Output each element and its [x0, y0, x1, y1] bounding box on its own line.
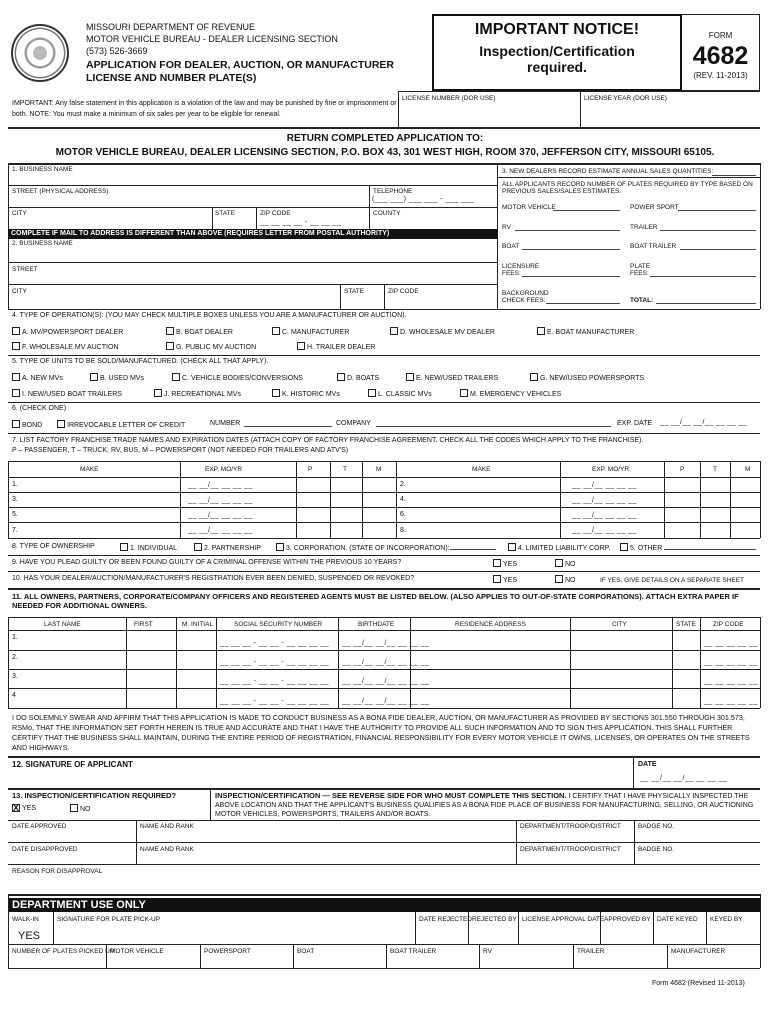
sales-estimate-title: 3. NEW DEALERS RECORD ESTIMATE ANNUAL SALES QUANTITIES: [502, 168, 714, 175]
return-to: RETURN COMPLETED APPLICATION TO: [286, 133, 484, 144]
own-4[interactable] [508, 543, 610, 553]
incorporation-state-input[interactable] [450, 542, 496, 550]
m-header-right: M [745, 466, 751, 473]
letter-checkbox[interactable] [57, 420, 65, 428]
plates-motor-vehicle-label: MOTOR VEHICLE [502, 204, 556, 211]
dept-use-bar: DEPARTMENT USE ONLY [8, 898, 760, 912]
owner-bd-1[interactable]: __ __/__ __/__ __ __ __ [342, 640, 430, 647]
own-4-checkbox[interactable] [508, 543, 516, 551]
franchise-row-5: 5. [12, 511, 18, 518]
unit-c-checkbox[interactable] [172, 373, 180, 381]
licensure-fees-label: FEES: [502, 270, 521, 277]
unit-m-checkbox[interactable] [460, 389, 468, 397]
op-g[interactable] [166, 342, 256, 352]
unit-d-checkbox[interactable] [337, 373, 345, 381]
unit-d[interactable] [337, 373, 379, 383]
badge-2-label: BADGE NO. [638, 846, 675, 853]
picked-mv-label: MOTOR VEHICLE [110, 948, 164, 955]
check-fees-input[interactable] [546, 296, 620, 304]
unit-m[interactable] [460, 389, 561, 399]
telephone-input[interactable]: (___ ___) ___ ___ - ___ ___ [372, 196, 475, 203]
return-address: MOTOR VEHICLE BUREAU, DEALER LICENSING SECTION, P.O. BOX 43, 301 WEST HIGH, ROOM 370, JEFFERSON CITY, MISSOURI 65105. [55, 147, 715, 158]
franchise-row-6: 6. [400, 511, 406, 518]
unit-l-label: L. CLASSIC MVs [378, 391, 432, 398]
unit-e-label: E. NEW/USED TRAILERS [416, 375, 499, 382]
unit-i[interactable] [12, 389, 122, 399]
owner-row-2: 2. [12, 654, 18, 661]
missouri-seal-icon [11, 24, 69, 82]
keyed-by-label: KEYED BY [710, 916, 743, 923]
plates-boat-trailer-label: BOAT TRAILER [630, 243, 677, 250]
total-input[interactable] [656, 296, 756, 304]
unit-b-label: B. USED MVs [100, 375, 144, 382]
zip-2-label: ZIP CODE [388, 288, 419, 295]
street-2-label: STREET [12, 266, 38, 273]
bond-company-label: COMPANY [336, 420, 371, 427]
state-1-label: STATE [215, 210, 235, 217]
unit-k-label: K. HISTORIC MVs [282, 391, 340, 398]
franchise-title: 7. LIST FACTORY FRANCHISE TRADE NAMES AND EXPIRATION DATES (ATTACH COPY OF FACTORY FRANCHISE AGREEMENT. CHECK ALL THE CODES WHICH APPLY TO THE FRANCHISE). [12, 437, 644, 444]
own-2-checkbox[interactable] [194, 543, 202, 551]
unit-j[interactable] [154, 389, 241, 399]
unit-g-label: G. NEW/USED POWERSPORTS [540, 375, 645, 382]
q10-yes-label: YES [503, 577, 518, 584]
op-b-checkbox[interactable] [166, 327, 174, 335]
inspection-certification-text [215, 791, 760, 819]
q9-text: 9. HAVE YOU PLEAD GUILTY OR BEEN FOUND GUILTY OF A CRIMINAL OFFENSE WITHIN THE PREVIOUS 10 YEARS? [12, 559, 402, 566]
plate-label: PLATE [630, 263, 651, 270]
plates-boat-label: BOAT [502, 243, 520, 250]
license-approval-label: LICENSE APPROVAL DATE [522, 916, 605, 923]
plates-rv-label: RV [502, 224, 511, 231]
op-g-checkbox[interactable] [166, 342, 174, 350]
units-type-title: 5. TYPE OF UNITS TO BE SOLD/MANUFACTURED. (CHECK ALL THAT APPLY). [12, 358, 269, 365]
street-physical-label: STREET (PHYSICAL ADDRESS) [12, 188, 109, 195]
name-rank-2-label: NAME AND RANK [140, 846, 194, 853]
notice-sub2: required. [527, 59, 587, 75]
col-ssn: SOCIAL SECURITY NUMBER [234, 621, 323, 628]
owner-zip-2[interactable]: __ __ __ __ __ [704, 659, 758, 666]
franchise-exp-2[interactable]: __ __/__ __ __ __ [572, 482, 637, 489]
q10-yes-checkbox[interactable] [493, 575, 501, 583]
own-2[interactable] [194, 543, 261, 553]
unit-b[interactable] [90, 373, 144, 383]
owners-title: 11. ALL OWNERS, PARTNERS, CORPORATE/COMPANY OFFICERS AND REGISTERED AGENTS MUST BE LISTED BELOW. (ALSO APPLIES TO OUT-OF-STATE CORPORATIONS). ATTACH EXTRA PAPER IF NEEDED FOR ADDITIONAL OWNERS. [12, 592, 739, 610]
insp-yes-checkbox[interactable]: X [13, 803, 20, 813]
plates-power-sport-label: POWER SPORT [630, 204, 679, 211]
unit-e[interactable] [406, 373, 498, 383]
franchise-row-7: 7. [12, 527, 18, 534]
license-year-label: LICENSE YEAR (DOR USE) [584, 95, 667, 102]
own-3-checkbox[interactable] [276, 543, 284, 551]
franchise-exp-3[interactable]: __ __/__ __ __ __ [188, 497, 253, 504]
check-fees-label: CHECK FEES: [502, 297, 546, 304]
own-5-label: 5. OTHER [630, 545, 663, 552]
plates-rv-input[interactable] [515, 223, 620, 231]
dept-name: MISSOURI DEPARTMENT OF REVENUE [86, 22, 256, 32]
q10-no-checkbox[interactable] [555, 575, 563, 583]
own-1-checkbox[interactable] [120, 543, 128, 551]
approved-by-label: APPROVED BY [604, 916, 651, 923]
insp-no[interactable] [70, 804, 91, 814]
op-c[interactable] [272, 327, 349, 337]
unit-e-checkbox[interactable] [406, 373, 414, 381]
background-label: BACKGROUND [502, 290, 549, 297]
col-city: CITY [612, 621, 627, 628]
bond-checkbox[interactable] [12, 420, 20, 428]
owner-zip-3[interactable]: __ __ __ __ __ [704, 678, 758, 685]
op-f-checkbox[interactable] [12, 342, 20, 350]
franchise-exp-1[interactable]: __ __/__ __ __ __ [188, 482, 253, 489]
owner-ssn-2[interactable]: __ __ __ - __ __ - __ __ __ __ [220, 659, 330, 666]
own-5-checkbox[interactable] [620, 543, 628, 551]
franchise-codes: P – PASSENGER, T – TRUCK, RV, BUS, M – POWERSPORT (NOT NEEDED FOR TRAILERS AND ATV'S) [12, 447, 349, 454]
dept-troop-1-label: DEPARTMENT/TROOP/DISTRICT [520, 823, 621, 830]
op-a-label: A. MV/POWERSPORT DEALER [22, 329, 124, 336]
franchise-row-2: 2. [400, 481, 406, 488]
inspection-bold: INSPECTION/CERTIFICATION — SEE REVERSE SIDE FOR WHO MUST COMPLETE THIS SECTION. [215, 791, 567, 800]
owner-row-3: 3. [12, 673, 18, 680]
op-d-checkbox[interactable] [390, 327, 398, 335]
bureau-phone: (573) 526-3669 [86, 46, 148, 56]
date-keyed-label: DATE KEYED [657, 916, 698, 923]
unit-c-label: C. VEHICLE BODIES/CONVERSIONS [182, 375, 303, 382]
street-physical-input[interactable] [12, 195, 367, 207]
q10-note: IF YES, GIVE DETAILS ON A SEPARATE SHEET [600, 577, 745, 584]
total-label: TOTAL: [630, 297, 654, 304]
important-statement: IMPORTANT: Any false statement in this application is a violation of the law and may be punished by fine or imprisonment or both. NOTE: You must make a minimum of six sales per year to be eligible for renewal. [12, 100, 397, 119]
plates-motor-vehicle-input[interactable] [553, 203, 620, 211]
unit-i-checkbox[interactable] [12, 389, 20, 397]
name-rank-1-label: NAME AND RANK [140, 823, 194, 830]
q10-text: 10. HAS YOUR DEALER/AUCTION/MANUFACTURER'S REGISTRATION EVER BEEN DENIED, SUSPENDED OR REVOKED? [12, 575, 415, 582]
op-e[interactable] [537, 327, 634, 337]
franchise-row-1: 1. [12, 481, 18, 488]
op-a-checkbox[interactable] [12, 327, 20, 335]
owner-zip-1[interactable]: __ __ __ __ __ [704, 640, 758, 647]
plates-boat-input[interactable] [522, 242, 620, 250]
op-e-checkbox[interactable] [537, 327, 545, 335]
col-m-initial: M. INITIAL [182, 621, 214, 628]
own-1-label: 1. INDIVIDUAL [130, 545, 178, 552]
all-applicants-note: ALL APPLICANTS RECORD NUMBER OF PLATES REQUIRED BY TYPE BASED ON PREVIOUS SALES/SALES ESTIMATES. [502, 181, 753, 196]
date-approved-label: DATE APPROVED [12, 823, 67, 830]
unit-b-checkbox[interactable] [90, 373, 98, 381]
operation-type-title: 4. TYPE OF OPERATION(S): (YOU MAY CHECK MULTIPLE BOXES UNLESS YOU ARE A MANUFACTURER OR AUCTION). [12, 312, 407, 319]
col-first: FIRST [134, 621, 153, 628]
q9-yes[interactable] [493, 559, 517, 569]
unit-d-label: D. BOATS [347, 375, 380, 382]
notice-title: IMPORTANT NOTICE! [474, 21, 640, 38]
unit-l-checkbox[interactable] [368, 389, 376, 397]
unit-m-label: M. EMERGENCY VEHICLES [470, 391, 562, 398]
p-header-right: P [680, 466, 685, 473]
picked-trailer-label: TRAILER [577, 948, 605, 955]
unit-j-checkbox[interactable] [154, 389, 162, 397]
plates-boat-trailer-input[interactable] [680, 242, 756, 250]
bond-company-input[interactable] [376, 419, 611, 427]
business-name-2-label: 2. BUSINESS NAME [12, 240, 73, 247]
bond-option[interactable] [12, 420, 42, 430]
letter-label: IRREVOCABLE LETTER OF CREDIT [67, 422, 186, 429]
op-g-label: G. PUBLIC MV AUCTION [176, 344, 257, 351]
unit-i-label: I. NEW/USED BOAT TRAILERS [22, 391, 122, 398]
col-last-name: LAST NAME [44, 621, 81, 628]
op-d[interactable] [390, 327, 495, 337]
telephone-label: TELEPHONE [373, 188, 413, 195]
bureau-name: MOTOR VEHICLE BUREAU - DEALER LICENSING SECTION [86, 34, 338, 44]
owner-row-1: 1. [12, 634, 18, 641]
unit-a-label: A. NEW MVs [22, 375, 63, 382]
walk-in-label: WALK-IN [12, 916, 39, 923]
licensure-label: LICENSURE [502, 263, 540, 270]
col-state: STATE [676, 621, 696, 628]
city-1-label: CITY [12, 210, 27, 217]
plate-fees-input[interactable] [650, 269, 756, 277]
insp-yes-label: YES [22, 805, 37, 812]
zip-1-label: ZIP CODE [260, 210, 291, 217]
col-birthdate: BIRTHDATE [358, 621, 395, 628]
exp-header-right: EXP. MO/YR [592, 466, 630, 473]
signature-label: 12. SIGNATURE OF APPLICANT [12, 760, 133, 769]
unit-j-label: J. RECREATIONAL MVs [164, 391, 242, 398]
owner-bd-3[interactable]: __ __/__ __/__ __ __ __ [342, 678, 430, 685]
own-1[interactable] [120, 543, 177, 553]
op-f-label: F. WHOLESALE MV AUCTION [22, 344, 119, 351]
picked-boat-label: BOAT [297, 948, 315, 955]
owner-ssn-3[interactable]: __ __ __ - __ __ - __ __ __ __ [220, 678, 330, 685]
t-header-left: T [343, 466, 347, 473]
q9-yes-label: YES [503, 561, 518, 568]
footer-form-id: Form 4682 (Revised 11-2013) [652, 980, 745, 987]
bond-exp-label: EXP. DATE [617, 420, 653, 427]
signature-input[interactable] [12, 770, 630, 786]
own-3-label: 3. CORPORATION. (STATE OF INCORPORATION): [286, 545, 450, 552]
license-number-label: LICENSE NUMBER (DOR USE) [402, 95, 496, 102]
picked-powersport-label: POWERSPORT [204, 948, 251, 955]
signature-date-label: DATE [638, 761, 657, 768]
insp-yes[interactable] [12, 804, 36, 813]
q10-no-label: NO [565, 577, 576, 584]
op-b-label: B. BOAT DEALER [176, 329, 233, 336]
col-zip: ZIP CODE [713, 621, 744, 628]
unit-a-checkbox[interactable] [12, 373, 20, 381]
bond-label: BOND [22, 422, 43, 429]
op-d-label: D. WHOLESALE MV DEALER [400, 329, 495, 336]
owner-ssn-4[interactable]: __ __ __ - __ __ - __ __ __ __ [220, 698, 330, 705]
owner-zip-4[interactable]: __ __ __ __ __ [704, 698, 758, 705]
own-3[interactable] [276, 543, 450, 553]
picked-rv-label: RV [483, 948, 492, 955]
op-h-label: H. TRAILER DEALER [307, 344, 376, 351]
form-revision: (REV. 11-2013) [693, 70, 748, 80]
date-rejected-label: DATE REJECTED [419, 916, 472, 923]
insp-no-checkbox[interactable] [70, 804, 78, 812]
form-number-box [682, 14, 760, 91]
op-b[interactable] [166, 327, 233, 337]
make-header-left: MAKE [80, 466, 99, 473]
q9-yes-checkbox[interactable] [493, 559, 501, 567]
mail-address-bar: COMPLETE IF MAIL TO ADDRESS IS DIFFERENT THAN ABOVE (REQUIRES LETTER FROM POSTAL AUTHORITY) [8, 229, 497, 239]
unit-a[interactable] [12, 373, 63, 383]
franchise-row-3: 3. [12, 496, 18, 503]
inspection-statement: I CERTIFY THAT I HAVE PHYSICALLY INSPECTED THE ABOVE LOCATION AND THAT THE APPLICANT'S BUSINESS QUALIFIES AS A BONA FIDE PLACE OF BUSINESS FOR MANUFACTURING, SELLING, OR AUCTIONING MOTOR VEHICLES, POWERSPORTS, TRAILERS AND/OR BOATS. [215, 793, 754, 818]
own-5[interactable] [620, 543, 662, 553]
rejected-by-label: REJECTED BY [472, 916, 517, 923]
county-label: COUNTY [373, 210, 401, 217]
sig-plate-label: SIGNATURE FOR PLATE PICK-UP [57, 916, 161, 923]
col-residence: RESIDENCE ADDRESS [455, 621, 526, 628]
owner-row-4: 4 [12, 692, 16, 699]
plates-picked-label: NUMBER OF PLATES PICKED UP [12, 948, 115, 955]
own-2-label: 2. PARTNERSHIP [204, 545, 261, 552]
ownership-title: 8. TYPE OF OWNERSHIP [12, 543, 95, 550]
signature-date-input[interactable]: __ __/__ __/__ __ __ __ [640, 775, 728, 782]
dept-troop-2-label: DEPARTMENT/TROOP/DISTRICT [520, 846, 621, 853]
op-f[interactable] [12, 342, 118, 352]
franchise-exp-4[interactable]: __ __/__ __ __ __ [572, 497, 637, 504]
zip-1-input[interactable]: __ __ __ __ - __ __ __ [260, 219, 342, 226]
franchise-row-8: 8. [400, 527, 406, 534]
picked-manufacturer-label: MANUFACTURER [671, 948, 726, 955]
important-notice-box [432, 14, 682, 91]
owner-bd-2[interactable]: __ __/__ __/__ __ __ __ [342, 659, 430, 666]
inspection-required-title: 13. INSPECTION/CERTIFICATION REQUIRED? [12, 791, 177, 800]
op-e-label: E. BOAT MANUFACTURER [547, 329, 635, 336]
q9-no-label: NO [565, 561, 576, 568]
franchise-exp-8[interactable]: __ __/__ __ __ __ [572, 527, 637, 534]
bond-exp-input[interactable]: __ __/__ __/__ __ __ __ [660, 419, 748, 426]
own-4-label: 4. LIMITED LIABILITY CORP. [518, 545, 611, 552]
bond-title: 6. (CHECK ONE) [12, 405, 67, 412]
plates-trailer-input[interactable] [660, 223, 756, 231]
city-2-label: CITY [12, 288, 27, 295]
franchise-exp-5[interactable]: __ __/__ __ __ __ [188, 512, 253, 519]
picked-boat-trailer-label: BOAT TRAILER [390, 948, 437, 955]
op-h-checkbox[interactable] [297, 342, 305, 350]
letter-option[interactable] [57, 420, 185, 430]
sales-estimate-input[interactable] [712, 168, 756, 176]
make-header-right: MAKE [472, 466, 491, 473]
state-2-label: STATE [344, 288, 364, 295]
m-header-left: M [376, 466, 382, 473]
franchise-exp-7[interactable]: __ __/__ __ __ __ [188, 527, 253, 534]
form-number: 4682 [692, 41, 749, 70]
owner-bd-4[interactable]: __ __/__ __/__ __ __ __ [342, 698, 430, 705]
unit-l[interactable] [368, 389, 432, 399]
owner-ssn-1[interactable]: __ __ __ - __ __ - __ __ __ __ [220, 640, 330, 647]
date-disapproved-label: DATE DISAPPROVED [12, 846, 78, 853]
bond-number-label: NUMBER [210, 420, 241, 427]
op-a[interactable] [12, 327, 123, 337]
licensure-fees-input[interactable] [522, 269, 620, 277]
unit-k[interactable] [272, 389, 340, 399]
unit-k-checkbox[interactable] [272, 389, 280, 397]
walk-in-yes: YES [18, 930, 41, 942]
op-h[interactable] [297, 342, 375, 352]
franchise-exp-6[interactable]: __ __/__ __ __ __ [572, 512, 637, 519]
q10-yes[interactable] [493, 575, 517, 585]
exp-header-left: EXP. MO/YR [205, 466, 243, 473]
app-title-1: APPLICATION FOR DEALER, AUCTION, OR MANUFACTURER [86, 59, 394, 71]
insp-no-label: NO [80, 806, 91, 813]
oath-text: I DO SOLEMNLY SWEAR AND AFFIRM THAT THIS APPLICATION IS MADE TO CONDUCT BUSINESS AS A BONA FIDE DEALER, AUCTION, OR MANUFACTURER AS PROVIDED BY SECTIONS 301.550 THROUGH 301.573, RSMo, THAT THE INFORMATION SET FORTH HEREIN IS TRUE AND ACCURATE AND THAT I HAVE THE AUTHORITY TO PROVIDE ALL SUCH INFORMATION AND TO SIGN THIS APPLICATION. THIS SHALL FURTHER CERTIFY THAT THE BUSINESS SHALL MAINTAIN, DURING THE ENTIRE PERIOD OF REGISTRATION, FINANCIAL RESPONSIBILITY FOR EVERY MOTOR VEHICLE IT OWNS, LICENSES, OR OPERATES ON THE STREETS AND HIGHWAYS. [12, 713, 750, 753]
notice-sub1: Inspection/Certification [479, 43, 635, 59]
t-header-right: T [713, 466, 717, 473]
q10-no[interactable] [555, 575, 576, 585]
unit-g-checkbox[interactable] [530, 373, 538, 381]
form-label: FORM [708, 31, 733, 40]
p-header-left: P [308, 466, 313, 473]
plates-trailer-label: TRAILER [630, 224, 658, 231]
unit-g[interactable] [530, 373, 644, 383]
plates-power-sport-input[interactable] [678, 203, 756, 211]
business-name-1-input[interactable] [60, 172, 490, 184]
unit-c[interactable] [172, 373, 303, 383]
reason-disapproval-label: REASON FOR DISAPPROVAL [12, 868, 103, 875]
badge-1-label: BADGE NO. [638, 823, 675, 830]
bond-number-input[interactable] [244, 419, 332, 427]
op-c-label: C. MANUFACTURER [282, 329, 350, 336]
app-title-2: LICENSE AND NUMBER PLATE(S) [86, 72, 257, 84]
plate-fees-label: FEES: [630, 270, 649, 277]
other-ownership-input[interactable] [664, 542, 756, 550]
q9-no-checkbox[interactable] [555, 559, 563, 567]
franchise-row-4: 4. [400, 496, 406, 503]
op-c-checkbox[interactable] [272, 327, 280, 335]
q9-no[interactable] [555, 559, 576, 569]
business-name-1-label: 1. BUSINESS NAME [12, 166, 73, 173]
